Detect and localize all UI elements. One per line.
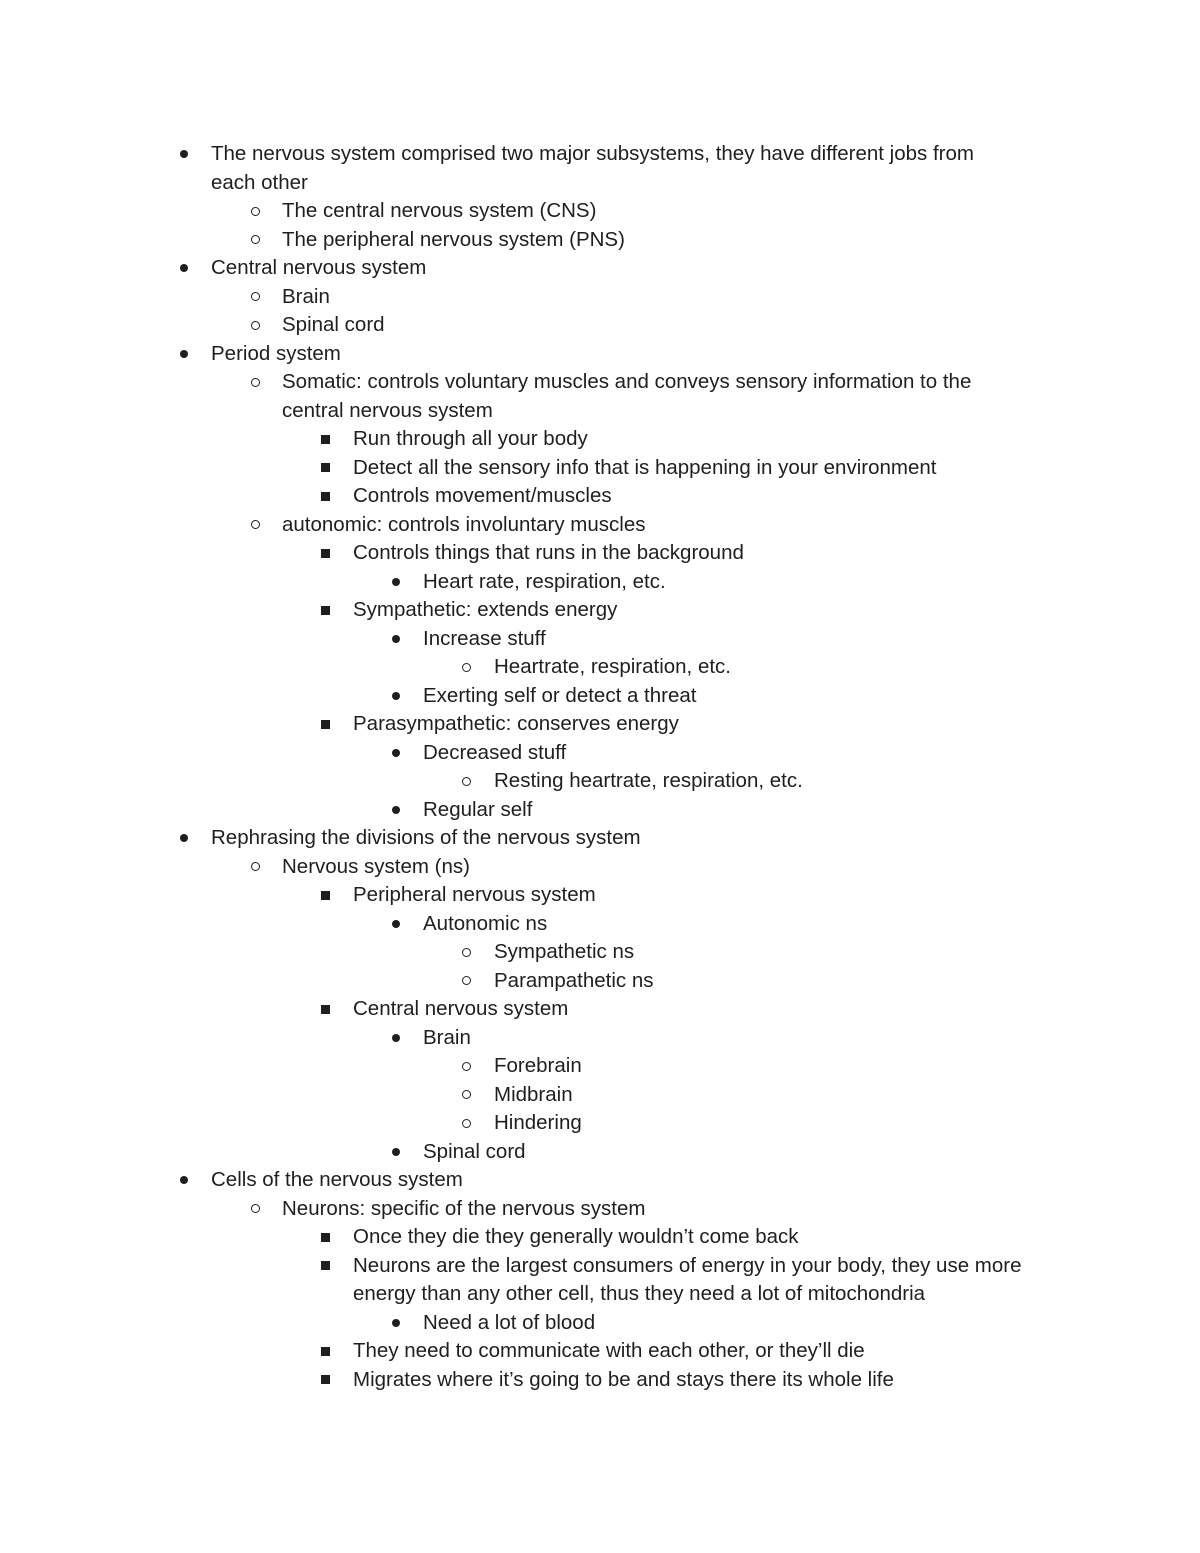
outline-item-text: Resting heartrate, respiration, etc. — [494, 769, 803, 792]
outline-item-text: Central nervous system — [211, 256, 427, 279]
outline-item-text: Regular self — [423, 797, 533, 821]
circle-bullet-icon — [248, 368, 262, 397]
disc-bullet-icon — [389, 1024, 403, 1053]
circle-bullet-icon — [459, 653, 473, 682]
outline-item-text: Detect all the sensory info that is happening in your environment — [353, 455, 937, 479]
outline-line — [0, 197, 1200, 226]
outline-item-text: Neurons: specific of the nervous system — [282, 1196, 646, 1220]
circle-bullet-icon — [248, 511, 262, 540]
outline-item-text: autonomic: controls involuntary muscles — [282, 512, 646, 536]
outline-item-text: Cells of the nervous system — [211, 1168, 463, 1191]
outline-line — [0, 1109, 1200, 1138]
outline-item-text: Rephrasing the divisions of the nervous system — [211, 826, 641, 849]
outline-item-text: Decreased stuff — [423, 740, 567, 764]
outline-item-text: Exerting self or detect a threat — [423, 683, 697, 707]
square-bullet-icon — [318, 539, 332, 568]
circle-bullet-icon — [459, 1052, 473, 1081]
outline-item-text: Migrates where it’s going to be and stays there its whole life — [353, 1367, 894, 1391]
outline-item-text: Brain — [282, 284, 330, 308]
outline-line — [0, 254, 1200, 283]
outline-item-text: Spinal cord — [282, 313, 385, 336]
square-bullet-icon — [318, 995, 332, 1024]
outline-item-text: Sympathetic: extends energy — [353, 598, 618, 621]
circle-bullet-icon — [459, 938, 473, 967]
circle-bullet-icon — [459, 967, 473, 996]
outline-line — [0, 682, 1200, 711]
outline-line — [0, 910, 1200, 939]
outline-line — [0, 1280, 1200, 1309]
outline-line — [0, 169, 1200, 198]
outline-item-text: Spinal cord — [423, 1139, 526, 1163]
square-bullet-icon — [318, 1337, 332, 1366]
outline-line — [0, 340, 1200, 369]
square-bullet-icon — [318, 454, 332, 483]
outline-item-text: Central nervous system — [353, 997, 569, 1020]
outline-line — [0, 1223, 1200, 1252]
outline-line — [0, 938, 1200, 967]
outline-item-text: Brain — [423, 1025, 471, 1049]
outline-item-text: Sympathetic ns — [494, 940, 635, 963]
outline-line — [0, 596, 1200, 625]
outline-item-text: each other — [211, 170, 308, 194]
outline-item-text: Neurons are the largest consumers of energy in your body, they use more — [353, 1253, 1022, 1277]
outline-line — [0, 796, 1200, 825]
square-bullet-icon — [318, 1223, 332, 1252]
outline-item-text: Heart rate, respiration, etc. — [423, 569, 666, 593]
disc-bullet-icon — [389, 910, 403, 939]
disc-bullet-icon — [389, 1138, 403, 1167]
outline-line — [0, 425, 1200, 454]
outline-line — [0, 397, 1200, 426]
outline-item-text: Somatic: controls voluntary muscles and conveys sensory information to the — [282, 370, 972, 393]
outline-line — [0, 853, 1200, 882]
disc-bullet-icon — [389, 1309, 403, 1338]
outline-item-text: energy than any other cell, thus they need a lot of mitochondria — [353, 1282, 926, 1305]
outline-line — [0, 226, 1200, 255]
outline-item-text: Increase stuff — [423, 626, 546, 650]
outline-line — [0, 739, 1200, 768]
outline-item-text: The central nervous system (CNS) — [282, 199, 597, 222]
outline-line — [0, 511, 1200, 540]
outline-line — [0, 1309, 1200, 1338]
outline-line — [0, 283, 1200, 312]
square-bullet-icon — [318, 881, 332, 910]
circle-bullet-icon — [248, 853, 262, 882]
square-bullet-icon — [318, 1366, 332, 1395]
outline-line — [0, 653, 1200, 682]
outline-item-text: Controls things that runs in the background — [353, 541, 744, 564]
outline-item-text: Forebrain — [494, 1054, 582, 1077]
disc-bullet-icon — [177, 140, 191, 169]
circle-bullet-icon — [459, 767, 473, 796]
outline-item-text: central nervous system — [282, 398, 493, 422]
outline-item-text: The peripheral nervous system (PNS) — [282, 227, 625, 251]
outline-item-text: Hindering — [494, 1111, 582, 1134]
circle-bullet-icon — [248, 197, 262, 226]
outline-line — [0, 995, 1200, 1024]
outline-item-text: Autonomic ns — [423, 911, 548, 935]
outline-item-text: Once they die they generally wouldn’t come back — [353, 1225, 799, 1248]
outline-line — [0, 482, 1200, 511]
outline-line — [0, 1337, 1200, 1366]
outline-item-text: Parasympathetic: conserves energy — [353, 712, 679, 735]
outline-line — [0, 368, 1200, 397]
square-bullet-icon — [318, 596, 332, 625]
outline-line — [0, 1252, 1200, 1281]
disc-bullet-icon — [389, 625, 403, 654]
outline-line — [0, 710, 1200, 739]
outline-line — [0, 454, 1200, 483]
outline-item-text: Midbrain — [494, 1082, 573, 1106]
outline-item-text: The nervous system comprised two major subsystems, they have different jobs from — [211, 142, 974, 165]
circle-bullet-icon — [459, 1081, 473, 1110]
disc-bullet-icon — [177, 824, 191, 853]
outline-line — [0, 625, 1200, 654]
outline-line — [0, 1195, 1200, 1224]
disc-bullet-icon — [177, 254, 191, 283]
circle-bullet-icon — [248, 1195, 262, 1224]
outline-line — [0, 1166, 1200, 1195]
outline-line — [0, 1366, 1200, 1395]
disc-bullet-icon — [389, 796, 403, 825]
disc-bullet-icon — [177, 340, 191, 369]
disc-bullet-icon — [177, 1166, 191, 1195]
outline-line — [0, 1138, 1200, 1167]
circle-bullet-icon — [459, 1109, 473, 1138]
square-bullet-icon — [318, 425, 332, 454]
square-bullet-icon — [318, 482, 332, 511]
circle-bullet-icon — [248, 311, 262, 340]
outline-line — [0, 140, 1200, 169]
square-bullet-icon — [318, 710, 332, 739]
outline-item-text: Peripheral nervous system — [353, 883, 596, 906]
outline-item-text: Controls movement/muscles — [353, 484, 612, 507]
outline-line — [0, 881, 1200, 910]
outline-item-text: Run through all your body — [353, 427, 588, 450]
outline-line — [0, 824, 1200, 853]
outline-item-text: They need to communicate with each other, or they’ll die — [353, 1339, 865, 1362]
outline-line — [0, 539, 1200, 568]
disc-bullet-icon — [389, 739, 403, 768]
outline-line — [0, 1052, 1200, 1081]
outline-item-text: Heartrate, respiration, etc. — [494, 655, 731, 678]
circle-bullet-icon — [248, 283, 262, 312]
disc-bullet-icon — [389, 568, 403, 597]
outline-item-text: Need a lot of blood — [423, 1310, 596, 1334]
outline-line — [0, 311, 1200, 340]
outline-line — [0, 1024, 1200, 1053]
circle-bullet-icon — [248, 226, 262, 255]
outline-item-text: Nervous system (ns) — [282, 854, 470, 878]
square-bullet-icon — [318, 1252, 332, 1281]
outline-line — [0, 967, 1200, 996]
outline-item-text: Period system — [211, 341, 341, 365]
outline-line — [0, 1081, 1200, 1110]
outline-line — [0, 767, 1200, 796]
bulleted-outline — [0, 140, 1200, 1394]
disc-bullet-icon — [389, 682, 403, 711]
outline-line — [0, 568, 1200, 597]
outline-item-text: Parampathetic ns — [494, 968, 654, 992]
